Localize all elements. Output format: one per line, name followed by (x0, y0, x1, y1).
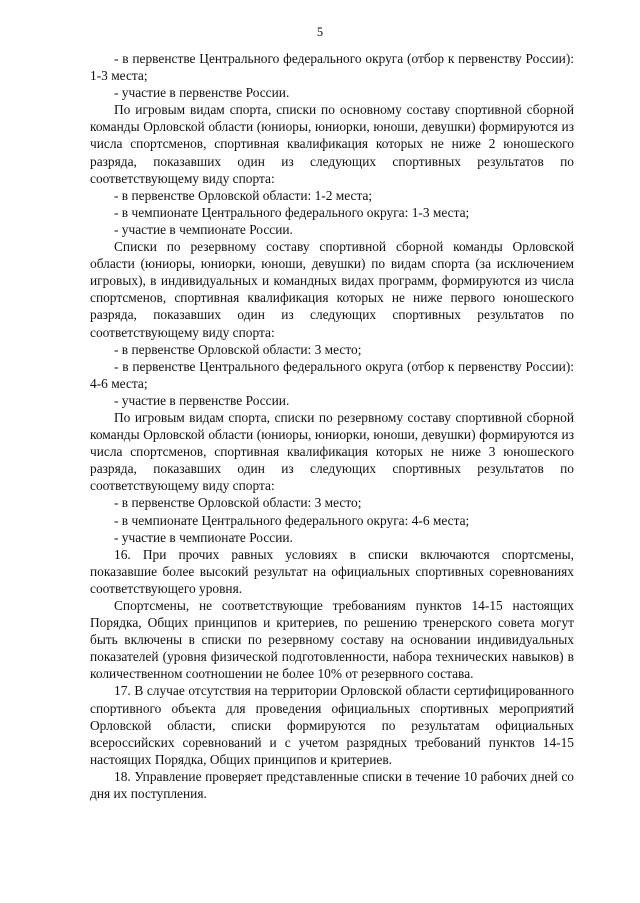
document-body (90, 50, 574, 802)
paragraph: - в первенстве Орловской области: 1-2 места; (114, 187, 373, 203)
paragraph: Списки по резервному составу спортивной сборной команды Орловской области (юниоры, юниорки, юноши, девушки) по видам спорта (за исключением игровых), в индивидуальных и командных видах программ, формируются из числа спортсменов, спортивная квалификация которых не ниже первого юношеского разряда, показавших один из следующих спортивных результатов по соответствующему виду спорта: (90, 239, 574, 340)
paragraph: Спортсмены, не соответствующие требованиям пунктов 14-15 настоящих Порядка, Общих принципов и критериев, по решению тренерского совета могут быть включены в списки по резервному составу на основании индивидуальных показателей (уровня физической подготовленности, набора технических навыков) в количественном соотношении не более 10% от резервного состава. (90, 598, 574, 682)
paragraph-item-18: 18. Управление проверяет представленные списки в течение 10 рабочих дней со дня их поступления. (90, 768, 574, 802)
paragraph: - в первенстве Орловской области: 3 место; (114, 341, 362, 357)
paragraph: - участие в первенстве России. (114, 85, 290, 101)
paragraph-item-17: 17. В случае отсутствия на территории Орловской области сертифицированного спортивного объекта для проведения официальных спортивных мероприятий Орловской области, списки формируются по результатам официальных всероссийских соревнований и с учетом разрядных требований пунктов 14-15 настоящих Порядка, Общих принципов и критериев. (90, 683, 574, 767)
paragraph: - в чемпионате Центрального федерального округа: 4-6 места; (114, 512, 470, 528)
paragraph: - участие в чемпионате России. (114, 221, 293, 237)
paragraph: По игровым видам спорта, списки по резервному составу спортивной сборной команды Орловской области (юниоры, юниорки, юноши, девушки) формируются из числа спортсменов, спортивная квалификация которых не ниже 3 юношеского разряда, показавших один из следующих спортивных результатов по соответствующему виду спорта: (90, 409, 574, 494)
paragraph: - участие в первенстве России. (114, 392, 290, 408)
page-number: 5 (316, 25, 324, 39)
paragraph: - в чемпионате Центрального федерального округа: 1-3 места; (114, 204, 470, 220)
paragraph: - участие в чемпионате России. (114, 529, 293, 545)
paragraph: - в первенстве Центрального федерального округа (отбор к первенству России): 4-6 места; (90, 358, 574, 391)
paragraph: - в первенстве Центрального федерального округа (отбор к первенству России): 1-3 места; (90, 51, 574, 84)
paragraph-item-16: 16. При прочих равных условиях в списки включаются спортсмены, показавшие более высокий результат на официальных спортивных соревнованиях соответствующего уровня. (90, 546, 574, 596)
paragraph: По игровым видам спорта, списки по основному составу спортивной сборной команды Орловской области (юниоры, юниорки, юноши, девушки) формируются из числа спортсменов, спортивная квалификация которых не ниже 2 юношеского разряда, показавших один из следующих спортивных результатов по соответствующему виду спорта: (90, 102, 574, 186)
paragraph: - в первенстве Орловской области: 3 место; (114, 495, 362, 511)
